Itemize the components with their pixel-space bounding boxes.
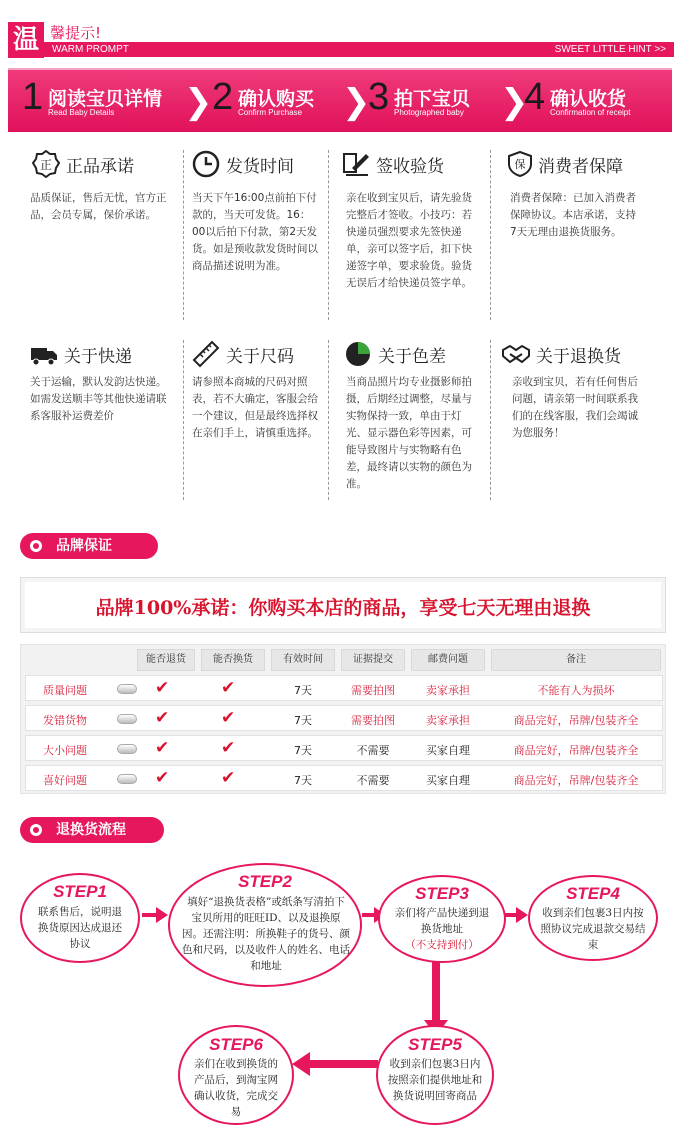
arrow-right-icon xyxy=(142,907,168,923)
color-disc-icon xyxy=(344,340,372,368)
toggle-icon xyxy=(117,684,137,694)
divider xyxy=(328,150,329,320)
cell-time: 7天 xyxy=(294,744,312,757)
info-text: 消费者保障：已加入消费者保障协议。本店承诺，支持7天无理由退换货服务。 xyxy=(510,192,636,238)
divider xyxy=(183,150,184,320)
warm-badge: 温 xyxy=(8,22,44,58)
chevron-right-icon: ❯ xyxy=(500,82,529,122)
arrow-left-icon xyxy=(292,1052,378,1076)
step-label: STEP5 xyxy=(408,1035,462,1054)
info-title: 正品承诺 xyxy=(66,157,134,177)
info-text: 当天下午16:00点前拍下付款的，当天可发货。16：00以后拍下付款，第2天发货。如是预收款发货时间以商品描述说明为准。 xyxy=(192,192,318,272)
clock-icon xyxy=(192,150,220,178)
info-title: 关于退换货 xyxy=(536,347,621,367)
pen-icon xyxy=(342,150,370,178)
step-en-label: Confirm Purchase xyxy=(238,108,303,117)
cell-note: 商品完好，吊牌/包装齐全 xyxy=(513,774,639,787)
info-text: 亲收到宝贝，若有任何售后问题，请亲第一时间联系我们的在线客服，我们会竭诚为您服务！ xyxy=(512,376,638,439)
ruler-icon xyxy=(192,340,220,368)
section-tag-brand xyxy=(20,533,158,559)
cell-note: 商品完好，吊牌/包装齐全 xyxy=(513,744,639,757)
step-number: 3 xyxy=(368,76,390,118)
column-header: 邮费问题 xyxy=(411,649,485,671)
check-icon: ✔ xyxy=(155,768,170,788)
cell-postage: 买家自理 xyxy=(426,744,470,757)
dot-icon xyxy=(30,824,42,836)
step-label: STEP2 xyxy=(238,872,292,891)
info-title: 关于色差 xyxy=(378,347,446,367)
cell-evidence: 需要拍图 xyxy=(351,684,395,697)
stamp-icon xyxy=(32,150,60,178)
divider xyxy=(490,340,491,500)
cell-postage: 卖家承担 xyxy=(426,714,470,727)
divider xyxy=(328,340,329,500)
cell-note: 商品完好，吊牌/包装齐全 xyxy=(513,714,639,727)
info-title: 签收验货 xyxy=(376,157,444,177)
cell-note: 不能有人为损坏 xyxy=(537,684,615,697)
row-label: 发错货物 xyxy=(43,714,87,727)
step-label: 确认收货 xyxy=(550,88,627,110)
cell-evidence: 不需要 xyxy=(356,774,390,787)
step-en-label: Read Baby Details xyxy=(48,108,115,117)
section-tag-label: 退换货流程 xyxy=(56,822,126,838)
step-label: STEP3 xyxy=(415,884,469,903)
check-icon: ✔ xyxy=(221,708,236,728)
check-icon: ✔ xyxy=(221,678,236,698)
column-header: 能否退货 xyxy=(137,649,195,671)
column-header: 证据提交 xyxy=(341,649,405,671)
check-icon: ✔ xyxy=(155,708,170,728)
toggle-icon xyxy=(117,774,137,784)
toggle-icon xyxy=(117,744,137,754)
cell-time: 7天 xyxy=(294,714,312,727)
cell-time: 7天 xyxy=(294,774,312,787)
truck-icon xyxy=(30,340,58,368)
purchase-steps-bar xyxy=(8,68,672,132)
step-note: （不支持到付） xyxy=(405,939,479,951)
info-text: 关于运输，默认发韵达快递。如需发送顺丰等其他快递请联系客服补运费差价 xyxy=(30,376,167,422)
cell-postage: 买家自理 xyxy=(426,774,470,787)
info-text: 请参照本商城的尺码对照表，若不大确定，客服会给一个建议，但是最终选择权在亲们手上，请慎重选择。 xyxy=(192,376,318,439)
info-text: 亲在收到宝贝后，请先验货完整后才签收。小技巧：若快递员强烈要求先签快递单，亲可以签字后，扣下快递签字单，要求验货。验货无误后才给快递员签字单。 xyxy=(346,192,472,289)
check-icon: ✔ xyxy=(221,738,236,758)
step-label: 拍下宝贝 xyxy=(394,88,471,110)
step-text: 亲们将产品快递到退换货地址 xyxy=(394,907,490,935)
svg-text:正: 正 xyxy=(39,158,53,172)
cell-postage: 卖家承担 xyxy=(426,684,470,697)
check-icon: ✔ xyxy=(155,678,170,698)
dot-icon xyxy=(30,540,42,552)
info-title: 关于快递 xyxy=(64,347,132,367)
divider xyxy=(183,340,184,500)
step-label: STEP1 xyxy=(53,882,107,901)
step-text: 收到亲们包裹3日内按照协议完成退款交易结束 xyxy=(540,907,646,951)
return-policy-table xyxy=(20,644,666,794)
row-label: 大小问题 xyxy=(43,744,87,757)
arrow-right-icon xyxy=(505,907,528,923)
step-number: 4 xyxy=(524,76,546,118)
step-label: 确认购买 xyxy=(238,88,315,110)
step-label: 阅读宝贝详情 xyxy=(48,88,163,110)
step-number: 2 xyxy=(212,76,234,118)
hint-en-right: SWEET LITTLE HINT >> xyxy=(554,44,666,55)
row-label: 喜好问题 xyxy=(43,774,87,787)
info-title: 关于尺码 xyxy=(226,347,294,367)
column-header: 有效时间 xyxy=(271,649,335,671)
step-number: 1 xyxy=(22,76,44,118)
hint-title: 馨提示! xyxy=(50,24,102,42)
section-tag-flow xyxy=(20,817,164,843)
cell-evidence: 不需要 xyxy=(356,744,390,757)
step-text: 收到亲们包裹3日内按照亲们提供地址和换货说明回寄商品 xyxy=(387,1058,483,1102)
section-tag-label: 品牌保证 xyxy=(56,538,112,554)
info-text: 当商品照片均专业摄影师拍摄，后期经过调整，尽量与实物保持一致，单由于灯光、显示器色彩等因素，可能导致图片与实物略有色差，最终请以实物的颜色为准。 xyxy=(346,376,472,490)
shield-icon xyxy=(506,150,534,178)
hint-en-left: WARM PROMPT xyxy=(52,44,129,55)
column-header: 备注 xyxy=(491,649,661,671)
cell-time: 7天 xyxy=(294,684,312,697)
row-label: 质量问题 xyxy=(43,684,87,697)
check-icon: ✔ xyxy=(155,738,170,758)
step-en-label: Photographed baby xyxy=(394,108,464,117)
brand-promise-text: 品牌100%承诺：你购买本店的商品，享受七天无理由退换 xyxy=(95,597,591,619)
cell-evidence: 需要拍图 xyxy=(351,714,395,727)
step-text: 亲们在收到换货的产品后，到淘宝网确认收货，完成交易 xyxy=(194,1058,278,1118)
step-label: STEP6 xyxy=(209,1035,263,1054)
handshake-icon xyxy=(502,340,530,368)
chevron-right-icon: ❯ xyxy=(342,82,371,122)
toggle-icon xyxy=(117,714,137,724)
step-text: 填好“退换货表格”或纸条写清拍下宝贝所用的旺旺ID、以及退换原因。还需注明：所换鞋子的货号、颜色和尺码，以及收件人的姓名、电话和地址 xyxy=(182,896,350,972)
step-text: 联系售后，说明退换货原因达成退还协议 xyxy=(38,906,122,950)
check-icon: ✔ xyxy=(221,768,236,788)
step-en-label: Confirmation of receipt xyxy=(550,108,631,117)
divider xyxy=(490,150,491,320)
column-header: 能否换货 xyxy=(201,649,265,671)
info-text: 品质保证，售后无忧，官方正品，会员专属，保价承诺。 xyxy=(30,192,167,221)
svg-text:保: 保 xyxy=(514,158,526,171)
step-label: STEP4 xyxy=(566,884,620,903)
info-title: 发货时间 xyxy=(226,157,294,177)
chevron-right-icon: ❯ xyxy=(184,82,213,122)
info-title: 消费者保障 xyxy=(538,157,623,177)
